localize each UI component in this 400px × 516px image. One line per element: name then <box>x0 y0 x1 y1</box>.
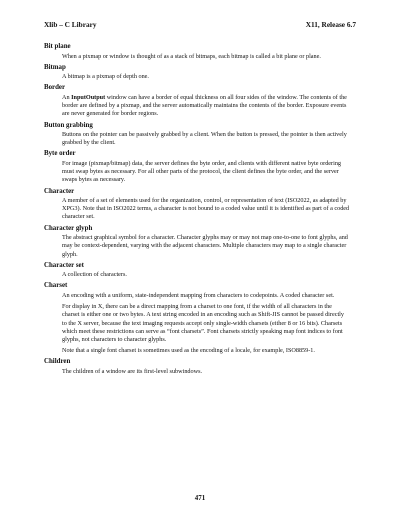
entry-term: Character set <box>44 261 84 269</box>
header-title: Xlib – C Library <box>44 20 97 29</box>
definition-paragraph: A bitmap is a pixmap of depth one. <box>62 73 149 81</box>
definition-paragraph: The abstract graphical symbol for a character. Character glyphs may or may not map one-to-one to font glyphs, and may be context-dependent, varying with the adjacent characters. Multiple characters may map to a single character glyph. <box>62 234 348 258</box>
entry-term: Border <box>44 84 66 92</box>
glossary-entry <box>44 83 350 118</box>
definition-paragraph: When a pixmap or window is thought of as a stack of bitmaps, each bitmap is called a bit plane or plane. <box>62 52 321 60</box>
entry-definition <box>62 197 350 222</box>
definition-paragraph: An encoding with a uniform, state-independent mapping from characters to codepoints. A coded character set. <box>62 291 335 299</box>
glossary-entry <box>44 42 350 61</box>
definition-paragraph: For display in X, there can be a direct mapping from a charset to one font, if the width of all characters in the charset is either one or two bytes. A text string encoded in an encoding such as Shift-JIS cannot be passed directly to the X server, because the text imaging requests accept only single-width charsets (either 8 or 16 bits). Charsets which meet these restrictions can serve as “font charsets”. Font charsets strictly speaking map font indices to font glyphs, not characters to character glyphs. <box>62 303 344 343</box>
glossary-entry <box>44 357 350 376</box>
glossary <box>44 42 350 378</box>
entry-definition <box>62 292 350 355</box>
entry-definition <box>62 234 350 259</box>
glossary-entry <box>44 281 350 355</box>
entry-definition <box>62 160 350 185</box>
entry-definition <box>62 73 350 81</box>
entry-term: Character glyph <box>44 224 93 232</box>
entry-term: Bitmap <box>44 63 66 71</box>
entry-definition <box>62 131 350 147</box>
inline-keyword: InputOutput <box>71 93 106 101</box>
glossary-entry <box>44 121 350 148</box>
glossary-entry <box>44 224 350 259</box>
definition-paragraph: For image (pixmap/bitmap) data, the server defines the byte order, and clients with different native byte ordering must swap bytes as necessary. For all other parts of the protocol, the client defines the byte order, and the server swaps bytes as necessary. <box>62 159 342 184</box>
glossary-entry <box>44 187 350 222</box>
entry-term: Charset <box>44 282 68 290</box>
glossary-entry <box>44 261 350 280</box>
definition-paragraph: The children of a window are its first-level subwindows. <box>62 367 203 375</box>
entry-definition <box>62 94 350 119</box>
definition-paragraph: A member of a set of elements used for the organization, control, or representation of text (ISO2022, as adapted by XPG3). Note that in ISO2022 terms, a character is not bound to a coded value until it is identified as part of a coded character set. <box>62 197 350 221</box>
entry-definition <box>62 271 350 279</box>
entry-definition <box>62 368 350 376</box>
definition-paragraph: A collection of characters. <box>62 271 127 279</box>
page-number: 471 <box>194 494 206 502</box>
definition-paragraph: Note that a single font charset is sometimes used as the encoding of a locale, for example, ISO8859-1. <box>62 347 315 355</box>
entry-term: Byte order <box>44 150 76 158</box>
entry-definition <box>62 53 350 61</box>
header-release: X11, Release 6.7 <box>305 20 356 29</box>
entry-term: Character <box>44 187 75 195</box>
entry-term: Bit plane <box>44 43 71 50</box>
entry-term: Children <box>44 358 71 366</box>
definition-paragraph: Buttons on the pointer can be passively grabbed by a client. When the button is pressed, the pointer is then actively grabbed by the client. <box>62 131 347 147</box>
entry-term: Button grabbing <box>44 121 93 129</box>
definition-paragraph: An InputOutput window can have a border of equal thickness on all four sides of the window. The contents of the border are defined by a pixmap, and the server automatically maintains the contents of the border. Exposure events are never generated for border regions. <box>62 93 347 118</box>
glossary-entry <box>44 149 350 184</box>
running-header <box>44 20 356 29</box>
glossary-entry <box>44 63 350 82</box>
